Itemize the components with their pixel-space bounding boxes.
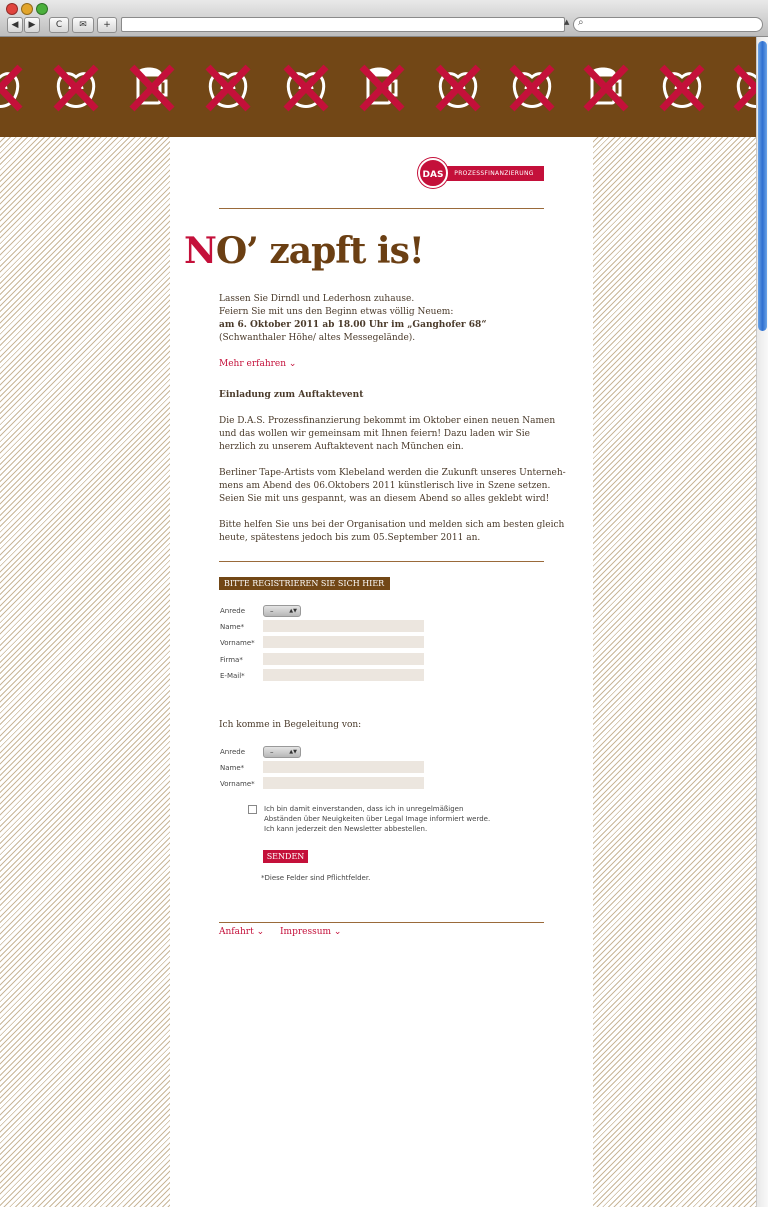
firstname-label: Vorname*: [220, 639, 255, 647]
invitation-p1-line: herzlich zu unserem Auftaktevent nach München ein.: [219, 442, 464, 452]
salutation-value: –: [270, 607, 274, 615]
intro-line-1: Lassen Sie Dirndl und Lederhosn zuhause.: [219, 294, 415, 304]
companion-firstname-label: Vorname*: [220, 780, 255, 788]
title-rest: O’ zapft is!: [215, 230, 424, 272]
divider: [219, 922, 544, 923]
name-label: Name*: [220, 623, 245, 631]
logo-badge: DAS: [418, 158, 448, 188]
company-field[interactable]: [263, 653, 424, 665]
logo-text: PROZESSFINANZIERUNG: [444, 166, 544, 181]
salutation-select[interactable]: [263, 605, 301, 617]
required-fields-note: *Diese Felder sind Pflichtfelder.: [261, 874, 371, 882]
intro-line-2: Feiern Sie mit uns den Beginn etwas völlig Neuem:: [219, 307, 454, 317]
page-title: [184, 230, 424, 272]
search-icon: ⌕: [578, 17, 584, 28]
right-pattern: [593, 137, 756, 1207]
url-input[interactable]: [121, 17, 565, 32]
invitation-p2-line: Seien Sie mit uns gespannt, was an diesem Abend so alles geklebt wird!: [219, 494, 550, 504]
minimize-window-icon[interactable]: [21, 3, 33, 15]
close-window-icon[interactable]: [6, 3, 18, 15]
invitation-p3-line: heute, spätestens jedoch bis zum 05.September 2011 an.: [219, 533, 481, 543]
invitation-p2-line: mens am Abend des 06.Oktobers 2011 künstlerisch live in Szene setzen.: [219, 481, 551, 491]
intro-date: am 6. Oktober 2011 ab 18.00 Uhr im „Ganghofer 68“: [219, 320, 487, 330]
crossed-icons-pattern: [0, 37, 756, 137]
newsletter-line: Ich kann jederzeit den Newsletter abbestellen.: [264, 825, 428, 833]
email-label: E-Mail*: [220, 672, 245, 680]
companion-name-field[interactable]: [263, 761, 424, 773]
more-link[interactable]: Mehr erfahren ⌄: [219, 359, 297, 369]
email-field[interactable]: [263, 669, 424, 681]
companion-salutation-label: Anrede: [220, 748, 246, 756]
companion-heading: Ich komme in Begeleitung von:: [219, 720, 362, 730]
scroll-thumb[interactable]: [758, 41, 767, 331]
companion-salutation-select[interactable]: [263, 746, 301, 758]
invitation-p1-line: und das wollen wir gemeinsam mit Ihnen feiern! Dazu laden wir Sie: [219, 429, 530, 439]
newsletter-consent-text: [264, 804, 490, 834]
divider: [219, 208, 544, 209]
companion-name-label: Name*: [220, 764, 245, 772]
url-dropdown-icon[interactable]: ▲: [564, 18, 570, 26]
browser-toolbar: [0, 0, 768, 37]
invitation-title: Einladung zum Auftaktevent: [219, 390, 364, 400]
das-logo[interactable]: [418, 158, 544, 188]
vertical-scrollbar[interactable]: [756, 37, 768, 1207]
forward-button[interactable]: ▶: [24, 17, 40, 33]
name-field[interactable]: [263, 620, 424, 632]
submit-button[interactable]: SENDEN: [263, 850, 308, 863]
firstname-field[interactable]: [263, 636, 424, 648]
salutation-label: Anrede: [220, 607, 246, 615]
divider: [219, 561, 544, 562]
oktoberfest-banner: [0, 37, 756, 137]
companion-salutation-value: –: [270, 748, 274, 756]
newsletter-line: Ich bin damit einverstanden, dass ich in unregelmäßigen: [264, 805, 464, 813]
invitation-p3-line: Bitte helfen Sie uns bei der Organisation und melden sich am besten gleich: [219, 520, 565, 530]
bookmark-button[interactable]: ✉: [72, 17, 94, 33]
intro-line-4: (Schwanthaler Höhe/ altes Messegelände).: [219, 333, 416, 343]
registration-header: BITTE REGISTRIEREN SIE SICH HIER: [219, 577, 390, 590]
reload-button[interactable]: C: [49, 17, 69, 33]
zoom-window-icon[interactable]: [36, 3, 48, 15]
newsletter-checkbox[interactable]: [248, 805, 257, 814]
back-button[interactable]: ◀: [7, 17, 23, 33]
imprint-link[interactable]: Impressum ⌄: [280, 927, 342, 937]
search-input[interactable]: [573, 17, 763, 32]
select-arrows-icon: ▲▼: [289, 749, 297, 755]
directions-link[interactable]: Anfahrt ⌄: [219, 927, 265, 937]
company-label: Firma*: [220, 656, 243, 664]
invitation-p2-line: Berliner Tape-Artists vom Klebeland werden die Zukunft unseres Unterneh-: [219, 468, 566, 478]
companion-firstname-field[interactable]: [263, 777, 424, 789]
newsletter-line: Abständen über Neuigkeiten über Legal Image informiert werde.: [264, 815, 491, 823]
invitation-p1-line: Die D.A.S. Prozessfinanzierung bekommt im Oktober einen neuen Namen: [219, 416, 556, 426]
add-bookmark-button[interactable]: +: [97, 17, 117, 33]
title-initial: N: [184, 230, 216, 272]
select-arrows-icon: ▲▼: [289, 608, 297, 614]
left-pattern: [0, 137, 170, 1207]
